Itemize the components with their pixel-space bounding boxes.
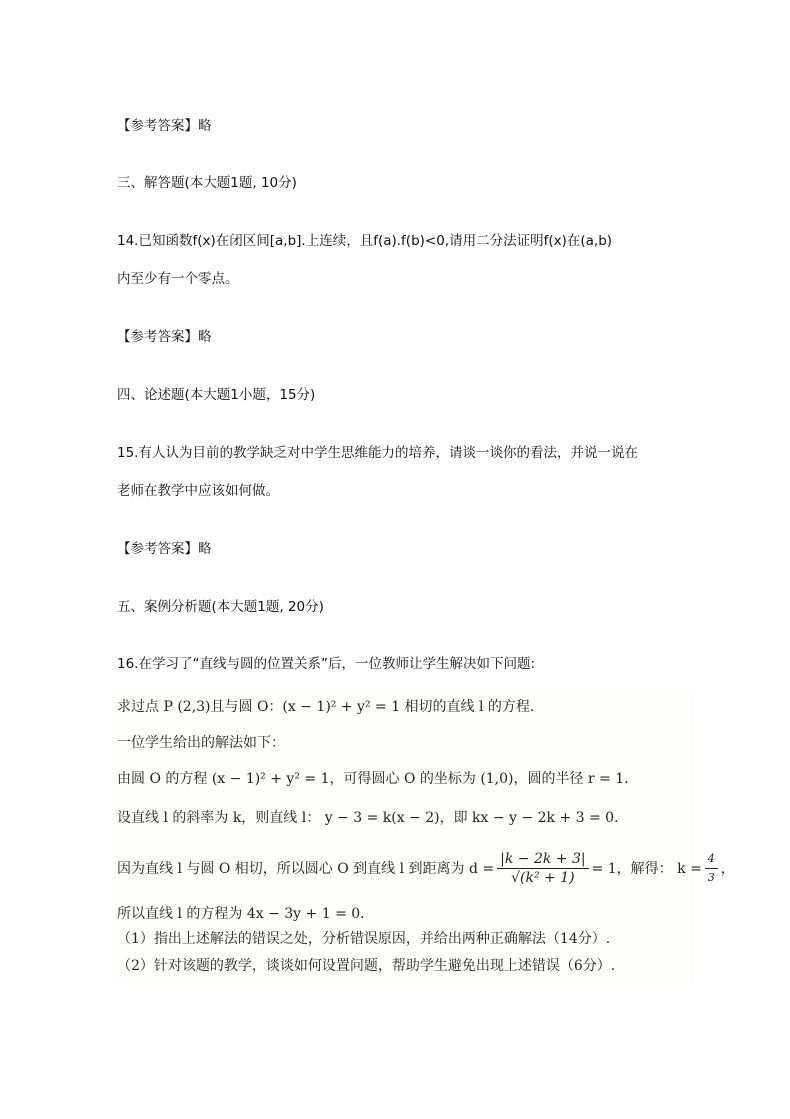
step-text: 因为直线 l 与圆 O 相切，所以圆心 O 到直线 l 到距离为 d = [117,860,495,877]
question-text: 15.有人认为目前的教学缺乏对中学生思维能力的培养，请谈一谈你的看法，并说一说在 [117,445,638,461]
distance-fraction [497,850,588,887]
solution-step: 所以直线 l 的方程为 4x − 3y + 1 = 0． [117,906,375,922]
answer-label: 【参考答案】略 [117,329,212,345]
section-heading: 四、论述题(本大题1小题，15分) [117,387,316,403]
question-text: 老师在教学中应该如何做。 [117,483,279,499]
fraction-denominator: 3 [707,871,715,884]
section-heading: 三、解答题(本大题1题, 10分) [117,175,297,191]
sub-question-1: （1）指出上述解法的错误之处，分析错误原因，并给出两种正确解法（14分）. [117,931,611,947]
problem-image [110,690,735,985]
fraction-numerator: |k − 2k + 3| [497,850,588,869]
fraction-denominator: √(k² + 1) [511,870,575,886]
question-text: 内至少有一个零点。 [117,271,239,287]
k-fraction [705,850,718,887]
solution-intro: 一位学生给出的解法如下： [117,735,285,751]
answer-label: 【参考答案】略 [117,541,212,557]
question-text: 14.已知函数f(x)在闭区间[a,b].上连续，且f(a).f(b)<0,请用二分法证明f(x)在(a,b) [117,233,613,249]
fraction-numerator: 4 [705,850,718,869]
answer-label: 【参考答案】略 [117,118,212,134]
solution-step: 设直线 l 的斜率为 k，则直线 l： y − 3 = k(x − 2)，即 kx − y − 2k + 3 = 0． [117,810,629,826]
section-heading: 五、案例分析题(本大题1题, 20分) [117,599,324,615]
problem-statement: 求过点 P (2,3)且与圆 O：(x − 1)² + y² = 1 相切的直线 l 的方程． [117,699,544,715]
step-text: = 1，解得： k = [591,860,702,877]
solution-step [117,850,735,887]
sub-question-2: （2）针对该题的教学，谈谈如何设置问题，帮助学生避免出现上述错误（6分）. [117,958,616,974]
step-text: ， [720,860,735,877]
question-text: 16.在学习了“直线与圆的位置关系”后，一位教师让学生解决如下问题: [117,656,536,672]
solution-step: 由圆 O 的方程 (x − 1)² + y² = 1，可得圆心 O 的坐标为 (1,0)，圆的半径 r = 1． [117,771,639,787]
